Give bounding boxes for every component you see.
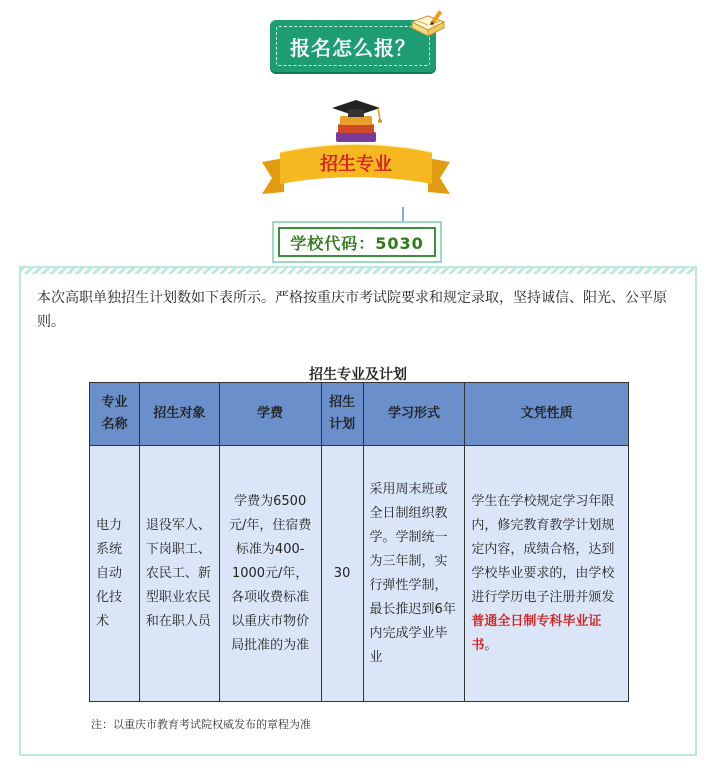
section-badge xyxy=(270,14,446,76)
ribbon-title: 招生专业 xyxy=(320,154,392,175)
header-quota: 招生 计划 xyxy=(321,383,363,446)
header-diploma: 文凭性质 xyxy=(465,383,629,446)
diploma-text: 学生在学校规定学习年限内，修完教育教学计划规定内容，成绩合格，达到学校毕业要求的，由学校进行学历电子注册并颁发 xyxy=(471,493,615,605)
cell-major: 电力系统自动化技术 xyxy=(90,446,140,702)
intro-paragraph: 本次高职单独招生计划数如下表所示。严格按重庆市考试院要求和规定录取，坚持诚信、阳光、公平原则。 xyxy=(37,290,667,330)
header-major: 专业 名称 xyxy=(90,383,140,446)
header-fee: 学费 xyxy=(219,383,321,446)
diploma-suffix: 。 xyxy=(484,637,498,653)
enrollment-table xyxy=(89,382,629,702)
school-code: 学校代码：5030 xyxy=(278,227,436,257)
cell-target: 退役军人、下岗职工、农民工、新型职业农民和在职人员 xyxy=(139,446,219,702)
book-pencil-icon xyxy=(408,8,450,44)
cell-quota: 30 xyxy=(321,446,363,702)
content-panel xyxy=(19,266,697,756)
cell-diploma xyxy=(465,446,629,702)
header-target: 招生对象 xyxy=(139,383,219,446)
header-study-form: 学习形式 xyxy=(363,383,465,446)
panel-border-stripe xyxy=(21,268,695,274)
table-caption: 招生专业及计划 xyxy=(309,367,407,383)
cell-fee: 学费为6500元/年，住宿费标准为400-1000元/年，各项收费标准以重庆市物价局批准的为准 xyxy=(219,446,321,702)
connector-line xyxy=(402,207,404,221)
table-header-row xyxy=(90,383,629,446)
school-code-box xyxy=(272,221,442,263)
cell-study-form: 采用周末班或全日制组织教学。学制统一为三年制，实行弹性学制，最长推迟到6年内完成学业毕业 xyxy=(363,446,465,702)
diploma-highlight: 普通全日制专科毕业证书 xyxy=(471,613,602,653)
badge-title: 报名怎么报？ xyxy=(276,26,430,66)
footnote: 注：以重庆市教育考试院权威发布的章程为准 xyxy=(91,718,311,731)
table-row xyxy=(90,446,629,702)
